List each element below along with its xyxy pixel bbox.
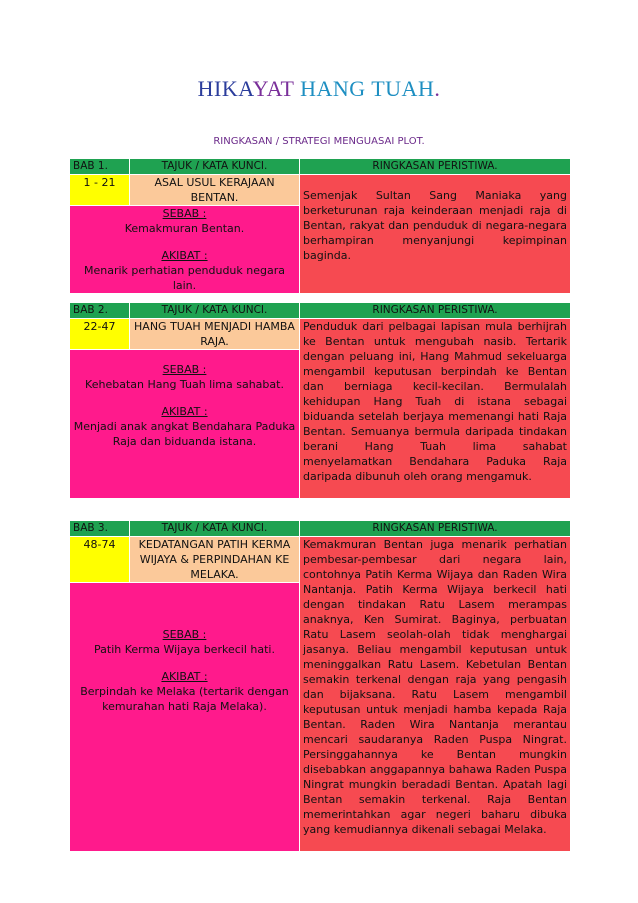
tajuk-header: TAJUK / KATA KUNCI. [130,521,300,537]
section-bab-1 [69,158,571,294]
sebab-text: Patih Kerma Wijaya berkecil hati. [94,643,275,656]
tajuk-text: ASAL USUL KERAJAAN BENTAN. [130,175,300,206]
sebab-label: SEBAB : [162,207,207,220]
tajuk-header: TAJUK / KATA KUNCI. [130,303,300,319]
sebab-label: SEBAB : [162,363,207,376]
sebab-text: Kehebatan Hang Tuah lima sahabat. [85,378,284,391]
page-subtitle: RINGKASAN / STRATEGI MENGUASAI PLOT. [213,136,425,147]
tajuk-text: KEDATANGAN PATIH KERMA WIJAYA & PERPINDAHAN KE MELAKA. [130,537,300,583]
akibat-label: AKIBAT : [161,670,208,683]
section-header-row [70,521,571,537]
section-header-row [70,303,571,319]
ringkasan-header: RINGKASAN PERISTIWA. [300,159,571,175]
bab-label: BAB 2. [70,303,130,319]
akibat-label: AKIBAT : [161,249,208,262]
cause-effect-cell [70,206,300,294]
ringkasan-text: Semenjak Sultan Sang Maniaka yang berketurunan raja keinderaan menjadi raja di Bentan, rakyat dan penduduk di negara-negara berhampiran menyanjungi kepimpinan baginda. [300,175,571,294]
info-row [70,537,571,583]
page-range: 1 - 21 [70,175,130,206]
ringkasan-text: Kemakmuran Bentan juga menarik perhatian pembesar-pembesar dari negara lain, contohnya Patih Kerma Wijaya dan Raden Wira Nantanja. Patih Kerma Wijaya berkecil hati dengan tindakan Ratu Lasem merampas anaknya, Ken Sumirat. Baginya, perbuatan Ratu Lasem seolah-olah tidak menghargai jasanya. Beliau mengambil keputusan untuk meninggalkan Ratu Lasem. Kebetulan Bentan semakin terkenal dengan raja yang pengasih dan bijaksana. Ratu Lasem mengambil keputusan untuk menjadi hamba kepada Raja Bentan. Raden Wira Nantanja merantau mencari saudaranya Raden Puspa Ningrat. Persinggahannya ke Bentan mungkin disebabkan anggapannya bahawa Raden Puspa Ningrat mungkin beradadi Bentan. Apatah lagi Bentan semakin terkenal. Raja Bentan memerintahkan agar negeri baharu dibuka yang kemudiannya dikenali sebagai Melaka. [300,537,571,852]
page-range: 22-47 [70,319,130,350]
section-bab-2 [69,302,571,499]
page-title: HIKAYAT HANG TUAH. [197,76,441,101]
cause-effect-cell [70,583,300,852]
page-range: 48-74 [70,537,130,583]
ringkasan-text: Penduduk dari pelbagai lapisan mula berhijrah ke Bentan untuk mengubah nasib. Tertarik dengan peluang ini, Hang Mahmud sekeluarga mengambil keputusan berpindah ke Bentan dan berniaga kecil-kecilan. Bermulalah kehidupan Hang Tuah di istana sebagai biduanda setelah berjaya memenangi hati Raja Bentan. Semuanya bermula daripada tindakan berani Hang Tuah lima sahabat menyelamatkan Bendahara Paduka Raja daripada dibunuh oleh orang mengamuk. [300,319,571,499]
sebab-text: Kemakmuran Bentan. [124,222,245,235]
akibat-text: Menjadi anak angkat Bendahara Paduka Raja dan biduanda istana. [73,420,296,448]
section-bab-3 [69,520,571,852]
ringkasan-header: RINGKASAN PERISTIWA. [300,521,571,537]
bab-label: BAB 3. [70,521,130,537]
info-row [70,175,571,206]
akibat-label: AKIBAT : [161,405,208,418]
info-row [70,319,571,350]
ringkasan-header: RINGKASAN PERISTIWA. [300,303,571,319]
sebab-label: SEBAB : [162,628,207,641]
cause-effect-cell [70,350,300,499]
akibat-text: Menarik perhatian penduduk negara lain. [83,264,285,292]
akibat-text: Berpindah ke Melaka (tertarik dengan kemurahan hati Raja Melaka). [80,685,289,713]
tajuk-header: TAJUK / KATA KUNCI. [130,159,300,175]
section-header-row [70,159,571,175]
tajuk-text: HANG TUAH MENJADI HAMBA RAJA. [130,319,300,350]
bab-label: BAB 1. [70,159,130,175]
